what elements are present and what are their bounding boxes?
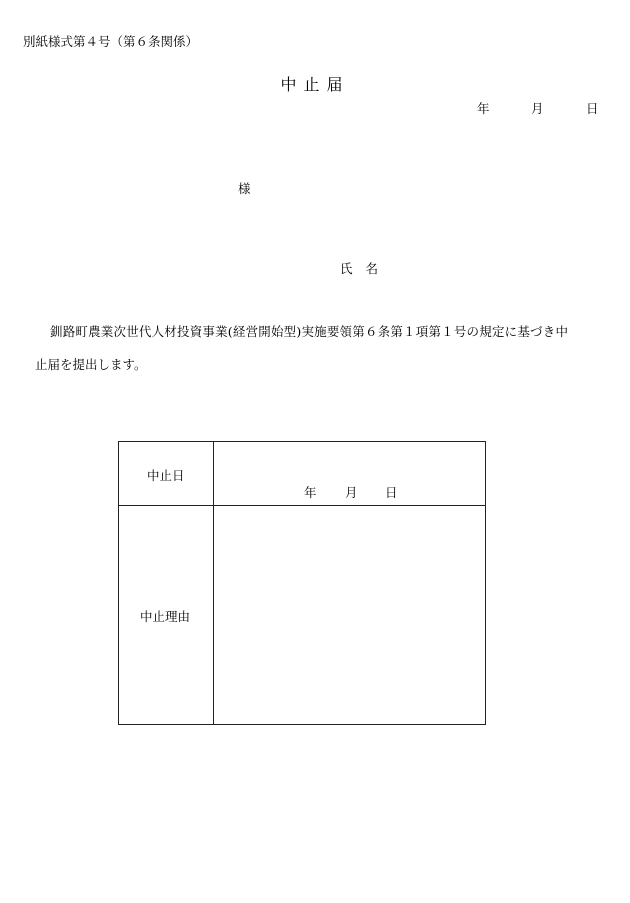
- stop-reason-label: 中止理由: [140, 609, 191, 624]
- stop-date-day: 日: [385, 485, 398, 500]
- submission-date-day: 日: [586, 101, 599, 116]
- stop-date-label: 中止日: [147, 468, 185, 483]
- stop-details-table: [118, 441, 486, 725]
- stop-date-year: 年: [304, 485, 317, 500]
- addressee-suffix: 様: [238, 181, 251, 196]
- document-title: 中止届: [280, 75, 350, 94]
- form-number-label: 別紙様式第４号（第６条関係）: [23, 34, 199, 49]
- submission-date-year: 年: [477, 101, 490, 116]
- stop-date-month: 月: [345, 485, 358, 500]
- applicant-name-label: 氏名: [340, 261, 392, 276]
- body-text-line-1: 釧路町農業次世代人材投資事業(経営開始型)実施要領第６条第１項第１号の規定に基づき中: [50, 324, 569, 339]
- submission-date-month: 月: [531, 101, 544, 116]
- body-text-line-2: 止届を提出します。: [35, 357, 147, 372]
- stop-reason-field[interactable]: [214, 506, 485, 724]
